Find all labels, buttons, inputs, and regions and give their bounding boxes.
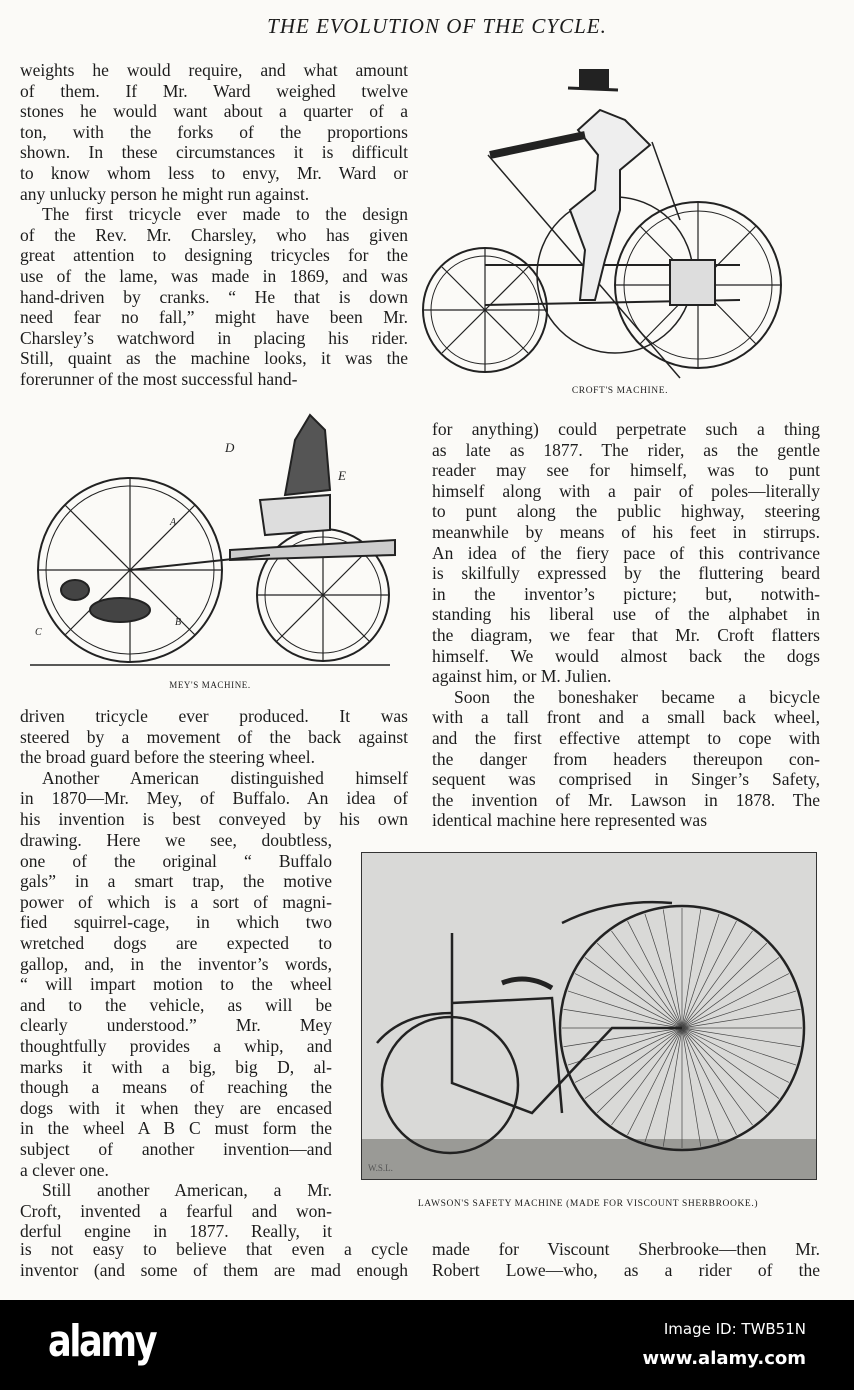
text-line: Croft, invented a fearful and won- <box>20 1200 332 1221</box>
text-line: himself along with a pair of poles—literally <box>432 480 820 501</box>
croft-machine-illustration <box>420 60 820 390</box>
text-line: subject of another invention—and <box>20 1138 332 1159</box>
text-line: gallop, and, in the inventor’s words, <box>20 953 332 974</box>
spoke <box>682 1028 796 1065</box>
left-column-middle <box>20 706 408 830</box>
right-column-bottom <box>432 1239 820 1280</box>
label-e: E <box>338 468 346 483</box>
spoke <box>682 957 779 1028</box>
text-line: meanwhile by means of his feet in stirrups. <box>432 521 820 542</box>
text-line: gals” in a smart trap, the motive <box>20 871 332 892</box>
text-line: Still another American, a Mr. <box>42 1180 332 1201</box>
text-line: against him, or M. Julien. <box>432 666 612 687</box>
spoke <box>682 914 719 1028</box>
spoke <box>597 943 682 1028</box>
running-head-text: THE EVOLUTION OF THE CYCLE. <box>267 14 607 38</box>
label-c: C <box>35 627 42 638</box>
text-line: of the Rev. Mr. Charsley, who has given <box>20 224 408 245</box>
text-line: the invention of Mr. Lawson in 1878. The <box>432 789 820 810</box>
text-line: “ will impart motion to the wheel <box>20 974 332 995</box>
spoke <box>645 1028 682 1142</box>
text-line: great attention to designing tricycles for the <box>20 245 408 266</box>
text-line: An idea of the fiery pace of this contrivance <box>432 542 820 563</box>
text-line: drawing. Here we see, doubtless, <box>20 830 332 850</box>
text-line: derful engine in 1877. Really, it <box>20 1221 332 1242</box>
spoke <box>568 991 682 1028</box>
text-line: Robert Lowe—who, as a rider of the <box>432 1259 820 1280</box>
text-line: ton, with the forks of the proportions <box>20 121 408 142</box>
watermark-url: www.alamy.com <box>642 1348 806 1369</box>
text-line: to punt along the public highway, steering <box>432 501 820 522</box>
text-line: need fear no fall,” might have been Mr. <box>20 307 408 328</box>
text-line: inventor (and some of them are mad enough <box>20 1259 408 1280</box>
text-line: power of which is a sort of magni- <box>20 891 332 912</box>
running-head <box>0 14 854 39</box>
text-line: steered by a movement of the back against <box>20 726 408 747</box>
text-line: thoughtfully provides a whip, and <box>20 1035 332 1056</box>
spoke <box>682 931 753 1028</box>
text-line: marks it with a big, big D, al- <box>20 1056 332 1077</box>
mey-caption: MEY'S MACHINE. <box>169 680 251 690</box>
text-line: with a tall front and a small back wheel, <box>432 707 820 728</box>
text-line: for anything) could perpetrate such a thing <box>432 419 820 439</box>
text-line: his invention is best conveyed by his own <box>20 808 408 829</box>
mey-machine-illustration <box>30 400 402 670</box>
left-column-bottom <box>20 1239 408 1280</box>
text-line: in the inventor’s picture; but, notwith- <box>432 583 820 604</box>
text-line: himself. We would almost back the dogs <box>432 645 820 666</box>
text-line: though a means of reaching the <box>20 1077 332 1098</box>
image-id: Image ID: TWB51N <box>663 1320 806 1338</box>
text-line: stones he would want about a quarter of a <box>20 101 408 122</box>
text-line: shown. In these circumstances it is difficult <box>20 142 408 163</box>
spoke <box>682 1028 767 1113</box>
text-line: in the wheel A B C must form the <box>20 1118 332 1139</box>
text-line: reader may see for himself, was to punt <box>432 460 820 481</box>
spoke <box>645 914 682 1028</box>
right-column-middle <box>432 419 820 831</box>
text-line: dogs with it when they are encased <box>20 1097 332 1118</box>
text-line: fied squirrel-cage, in which two <box>20 912 332 933</box>
spoke <box>585 1028 682 1099</box>
spoke <box>682 1028 719 1142</box>
text-line: any unlucky person he might run against. <box>20 183 310 204</box>
left-column-top <box>20 60 408 390</box>
spoke <box>585 957 682 1028</box>
text-line: weights he would require, and what amount <box>20 60 408 80</box>
text-line: use of the lame, was made in 1869, and was <box>20 265 408 286</box>
text-line: Still, quaint as the machine looks, it was the <box>20 348 408 369</box>
label-a: A <box>170 517 177 528</box>
text-line: and the first effective attempt to cope with <box>432 727 820 748</box>
text-line: wretched dogs are expected to <box>20 932 332 953</box>
spoke <box>682 1028 753 1125</box>
lawson-caption: LAWSON'S SAFETY MACHINE (MADE FOR VISCOUNT SHERBROOKE.) <box>417 1199 759 1209</box>
text-line: is skilfully expressed by the fluttering beard <box>432 563 820 584</box>
text-line: Another American distinguished himself <box>42 767 408 788</box>
text-line: The first tricycle ever made to the design <box>42 204 408 225</box>
text-line: sequent was comprised in Singer’s Safety, <box>432 769 820 790</box>
text-line: the danger from headers thereupon con- <box>432 748 820 769</box>
alamy-logo: alamy <box>48 1316 156 1367</box>
text-line: in 1870—Mr. Mey, of Buffalo. An idea of <box>20 788 408 809</box>
left-column-narrow <box>20 830 332 1242</box>
text-line: hand-driven by cranks. “ He that is down <box>20 286 408 307</box>
watermark-bar <box>0 1300 854 1390</box>
text-line: made for Viscount Sherbrooke—then Mr. <box>432 1239 820 1259</box>
spoke <box>568 1028 682 1065</box>
text-line: standing his liberal use of the alphabet in <box>432 604 820 625</box>
spoke <box>682 943 767 1028</box>
text-line: the diagram, we fear that Mr. Croft flatters <box>432 624 820 645</box>
label-b: B <box>175 617 182 628</box>
spoke <box>611 1028 682 1125</box>
text-line: Soon the boneshaker became a bicycle <box>454 686 820 707</box>
spoke <box>682 1028 779 1099</box>
spoke <box>611 931 682 1028</box>
label-d: D <box>225 440 235 455</box>
text-line: clearly understood.” Mr. Mey <box>20 1015 332 1036</box>
text-line: Charsley’s watchword in placing his rider. <box>20 327 408 348</box>
croft-caption: CROFT'S MACHINE. <box>571 386 669 396</box>
photo-signature: W.S.L. <box>368 1163 393 1173</box>
text-line: forerunner of the most successful hand- <box>20 368 298 389</box>
spoke <box>682 991 796 1028</box>
spoke <box>597 1028 682 1113</box>
text-line: identical machine here represented was <box>432 810 708 831</box>
text-line: a clever one. <box>20 1159 109 1180</box>
text-line: is not easy to believe that even a cycle <box>20 1239 408 1259</box>
text-line: and to the vehicle, as will be <box>20 994 332 1015</box>
text-line: one of the original “ Buffalo <box>20 850 332 871</box>
text-line: of them. If Mr. Ward weighed twelve <box>20 80 408 101</box>
lawson-safety-photo <box>361 852 817 1180</box>
text-line: driven tricycle ever produced. It was <box>20 706 408 726</box>
text-line: to know whom less to envy, Mr. Ward or <box>20 162 408 183</box>
text-line: the broad guard before the steering wheel. <box>20 747 315 768</box>
text-line: as late as 1877. The rider, as the gentle <box>432 439 820 460</box>
